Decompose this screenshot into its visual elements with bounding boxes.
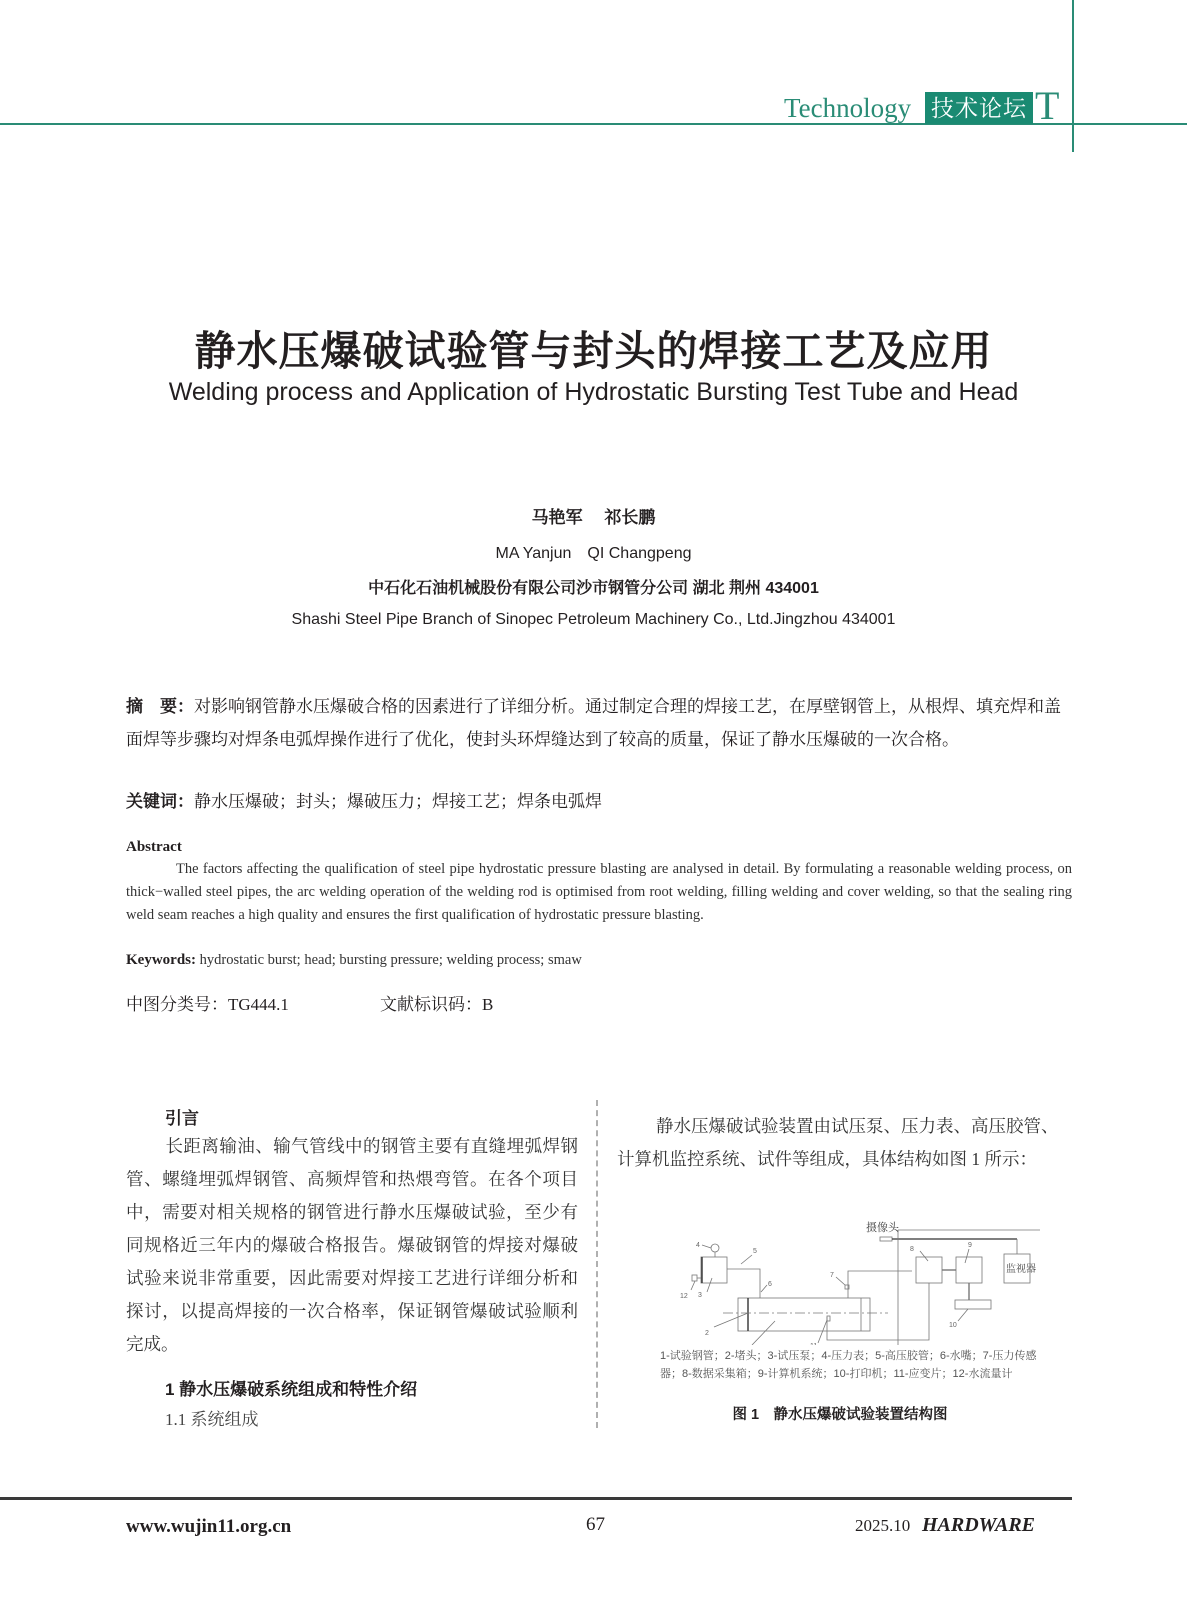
abstract-cn (126, 690, 1076, 756)
svg-text:3: 3 (698, 1292, 702, 1299)
keywords-cn-text: 静水压爆破；封头；爆破压力；焊接工艺；焊条电弧焊 (194, 792, 602, 811)
abstract-en-text: The factors affecting the qualification of steel pipe hydrostatic pressure blasting are analysed in detail. By formulating a reasonable welding process, on thick−walled steel pipes, the arc welding operation of the welding rod is optimised from root welding, filling welding and cover welding, so that the sealing ring weld seam reaches a high quality and ensures the first qualification of hydrostatic pressure blasting. (126, 861, 1072, 923)
figure-1-diagram (660, 1185, 1040, 1345)
authors-cn: 马艳军 祁长鹏 (531, 508, 656, 527)
abstract-cn-text: 对影响钢管静水压爆破合格的因素进行了详细分析。通过制定合理的焊接工艺，在厚壁钢管上，从根焊、填充焊和盖面焊等步骤均对焊条电弧焊操作进行了优化，使封头环焊缝达到了较高的质量，保证了静水压爆破的一次合格。 (126, 697, 1061, 749)
clc-value: TG444.1 (228, 995, 289, 1014)
svg-text:7: 7 (830, 1272, 834, 1279)
svg-text:8: 8 (910, 1246, 914, 1253)
abstract-cn-label: 摘 要： (126, 697, 194, 716)
intro-paragraph (126, 1130, 578, 1361)
svg-text:2: 2 (705, 1330, 709, 1337)
figure-legend: 1-试验钢管；2-堵头；3-试压泵；4-压力表；5-高压胶管；6-水嘴；7-压力传感器；8-数据采集箱；9-计算机系统；10-打印机；11-应变片；12-水流量计 (660, 1350, 1037, 1380)
keywords-cn (126, 787, 602, 812)
issue-date: 2025.10 (855, 1516, 911, 1535)
section-1-1-heading: 1.1 系统组成 (165, 1410, 259, 1429)
abstract-en (126, 858, 1072, 927)
section-letter: T (1035, 83, 1060, 128)
svg-text:5: 5 (753, 1248, 757, 1255)
keywords-en-text: hydrostatic burst; head; bursting pressure; welding process; smaw (196, 952, 582, 968)
title-cn: 静水压爆破试验管与封头的焊接工艺及应用 (194, 328, 993, 374)
svg-text:4: 4 (696, 1242, 700, 1249)
column-divider (596, 1100, 598, 1428)
journal-brand: HARDWARE (922, 1514, 1035, 1536)
svg-text:6: 6 (768, 1281, 772, 1288)
doc-label: 文献标识码： (380, 995, 482, 1014)
section-label-en: Technology (784, 93, 912, 123)
monitor-label: 监视器 (1006, 1264, 1036, 1275)
svg-text:10: 10 (949, 1322, 957, 1329)
section-label-cn: 技术论坛 (925, 92, 1033, 124)
header-vertical-rule (1072, 0, 1074, 152)
right-text: 静水压爆破试验装置由试压泵、压力表、高压胶管、计算机监控系统、试件等组成，具体结构如图 1 所示： (617, 1116, 1059, 1169)
clc-label: 中图分类号： (126, 995, 228, 1014)
abstract-en-heading: Abstract (126, 839, 182, 855)
svg-text:9: 9 (968, 1242, 972, 1249)
affiliation-en: Shashi Steel Pipe Branch of Sinopec Petroleum Machinery Co., Ltd.Jingzhou 434001 (291, 611, 896, 628)
keywords-cn-label: 关键词： (126, 792, 194, 811)
page-number: 67 (586, 1514, 605, 1535)
affiliation-cn: 中石化石油机械股份有限公司沙市钢管分公司 湖北 荆州 434001 (368, 580, 819, 597)
keywords-en-label: Keywords: (126, 952, 196, 968)
section-1-heading: 1 静水压爆破系统组成和特性介绍 (165, 1380, 418, 1399)
footer-url: www.wujin11.org.cn (126, 1516, 292, 1537)
footer-rule (0, 1497, 1072, 1500)
svg-text:12: 12 (680, 1293, 688, 1300)
clc-number (126, 990, 289, 1015)
document-code (380, 990, 493, 1015)
title-en: Welding process and Application of Hydrostatic Bursting Test Tube and Head (168, 378, 1019, 406)
intro-heading: 引言 (165, 1109, 199, 1128)
right-paragraph (617, 1110, 1069, 1176)
camera-label: 摄像头 (866, 1222, 899, 1234)
figure-caption: 图 1 静水压爆破试验装置结构图 (732, 1407, 948, 1423)
authors-en: MA Yanjun QI Changpeng (495, 545, 692, 562)
svg-text:11 (810, 1343, 817, 1345)
keywords-en (126, 952, 582, 969)
doc-value: B (482, 995, 494, 1014)
intro-text: 长距离输油、输气管线中的钢管主要有直缝埋弧焊钢管、螺缝埋弧焊钢管、高频焊管和热煨弯管。在各个项目中，需要对相关规格的钢管进行静水压爆破试验，至少有同规格近三年内的爆破合格报告。爆破钢管的焊接对爆破试验来说非常重要，因此需要对焊接工艺进行详细分析和探讨，以提高焊接的一次合格率，保证钢管爆破试验顺利完成。 (126, 1136, 578, 1354)
